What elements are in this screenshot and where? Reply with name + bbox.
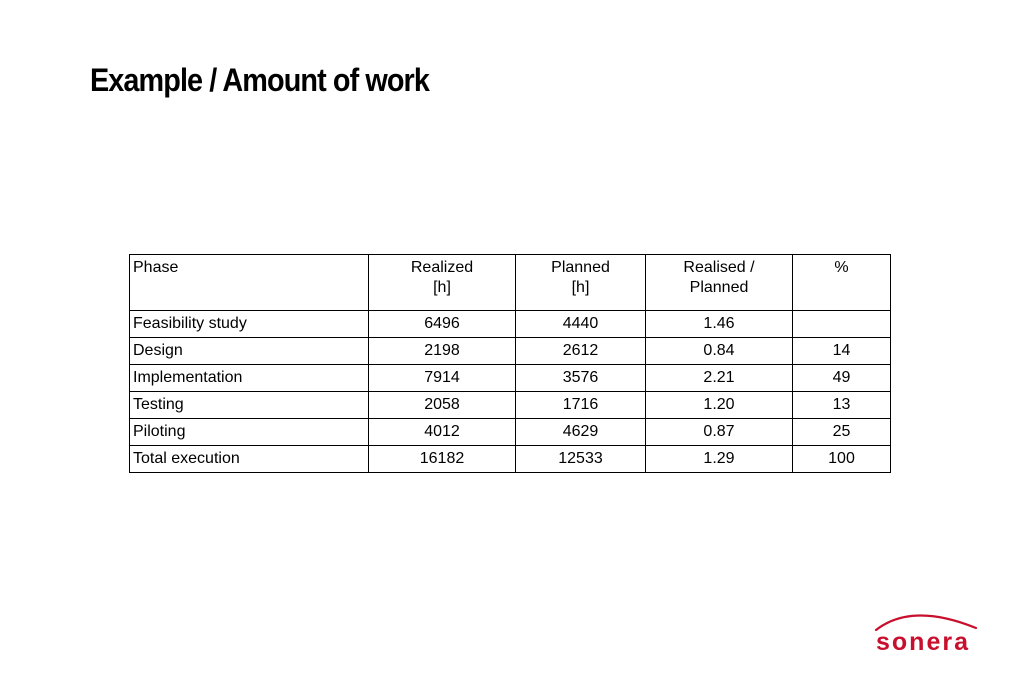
header-phase: Phase [130,255,369,311]
cell-planned: 4440 [516,311,646,338]
cell-phase: Testing [130,392,369,419]
cell-realized: 6496 [369,311,516,338]
logo-text: sonera [876,628,970,656]
cell-ratio: 1.20 [646,392,793,419]
cell-ratio: 0.84 [646,338,793,365]
cell-phase: Design [130,338,369,365]
cell-percent: 100 [793,446,891,473]
cell-realized: 16182 [369,446,516,473]
cell-percent [793,311,891,338]
sonera-logo [872,606,990,662]
table-row [130,419,891,446]
cell-realized: 2058 [369,392,516,419]
cell-ratio: 2.21 [646,365,793,392]
header-ratio-line2: Planned [689,279,749,296]
table-row [130,365,891,392]
cell-percent: 14 [793,338,891,365]
work-amount-table [129,254,891,473]
header-planned [516,255,646,311]
table-row [130,311,891,338]
cell-realized: 2198 [369,338,516,365]
header-realized-line1: Realized [410,259,474,276]
header-realized-line2: [h] [433,279,451,296]
cell-phase: Feasibility study [130,311,369,338]
header-planned-line1: Planned [551,259,610,276]
table-header-row [130,255,891,311]
cell-planned: 4629 [516,419,646,446]
header-realized [369,255,516,311]
cell-planned: 2612 [516,338,646,365]
cell-planned: 3576 [516,365,646,392]
cell-realized: 4012 [369,419,516,446]
table-row [130,446,891,473]
header-ratio [646,255,793,311]
cell-percent: 49 [793,365,891,392]
cell-phase: Implementation [130,365,369,392]
cell-phase: Piloting [130,419,369,446]
cell-phase: Total execution [130,446,369,473]
cell-ratio: 0.87 [646,419,793,446]
page-title: Example / Amount of work [90,62,429,98]
table-row [130,338,891,365]
cell-planned: 12533 [516,446,646,473]
header-ratio-line1: Realised / [683,259,755,276]
header-percent: % [793,255,891,311]
header-planned-line2: [h] [571,279,590,296]
cell-planned: 1716 [516,392,646,419]
cell-ratio: 1.46 [646,311,793,338]
cell-ratio: 1.29 [646,446,793,473]
cell-realized: 7914 [369,365,516,392]
table-row [130,392,891,419]
cell-percent: 13 [793,392,891,419]
cell-percent: 25 [793,419,891,446]
